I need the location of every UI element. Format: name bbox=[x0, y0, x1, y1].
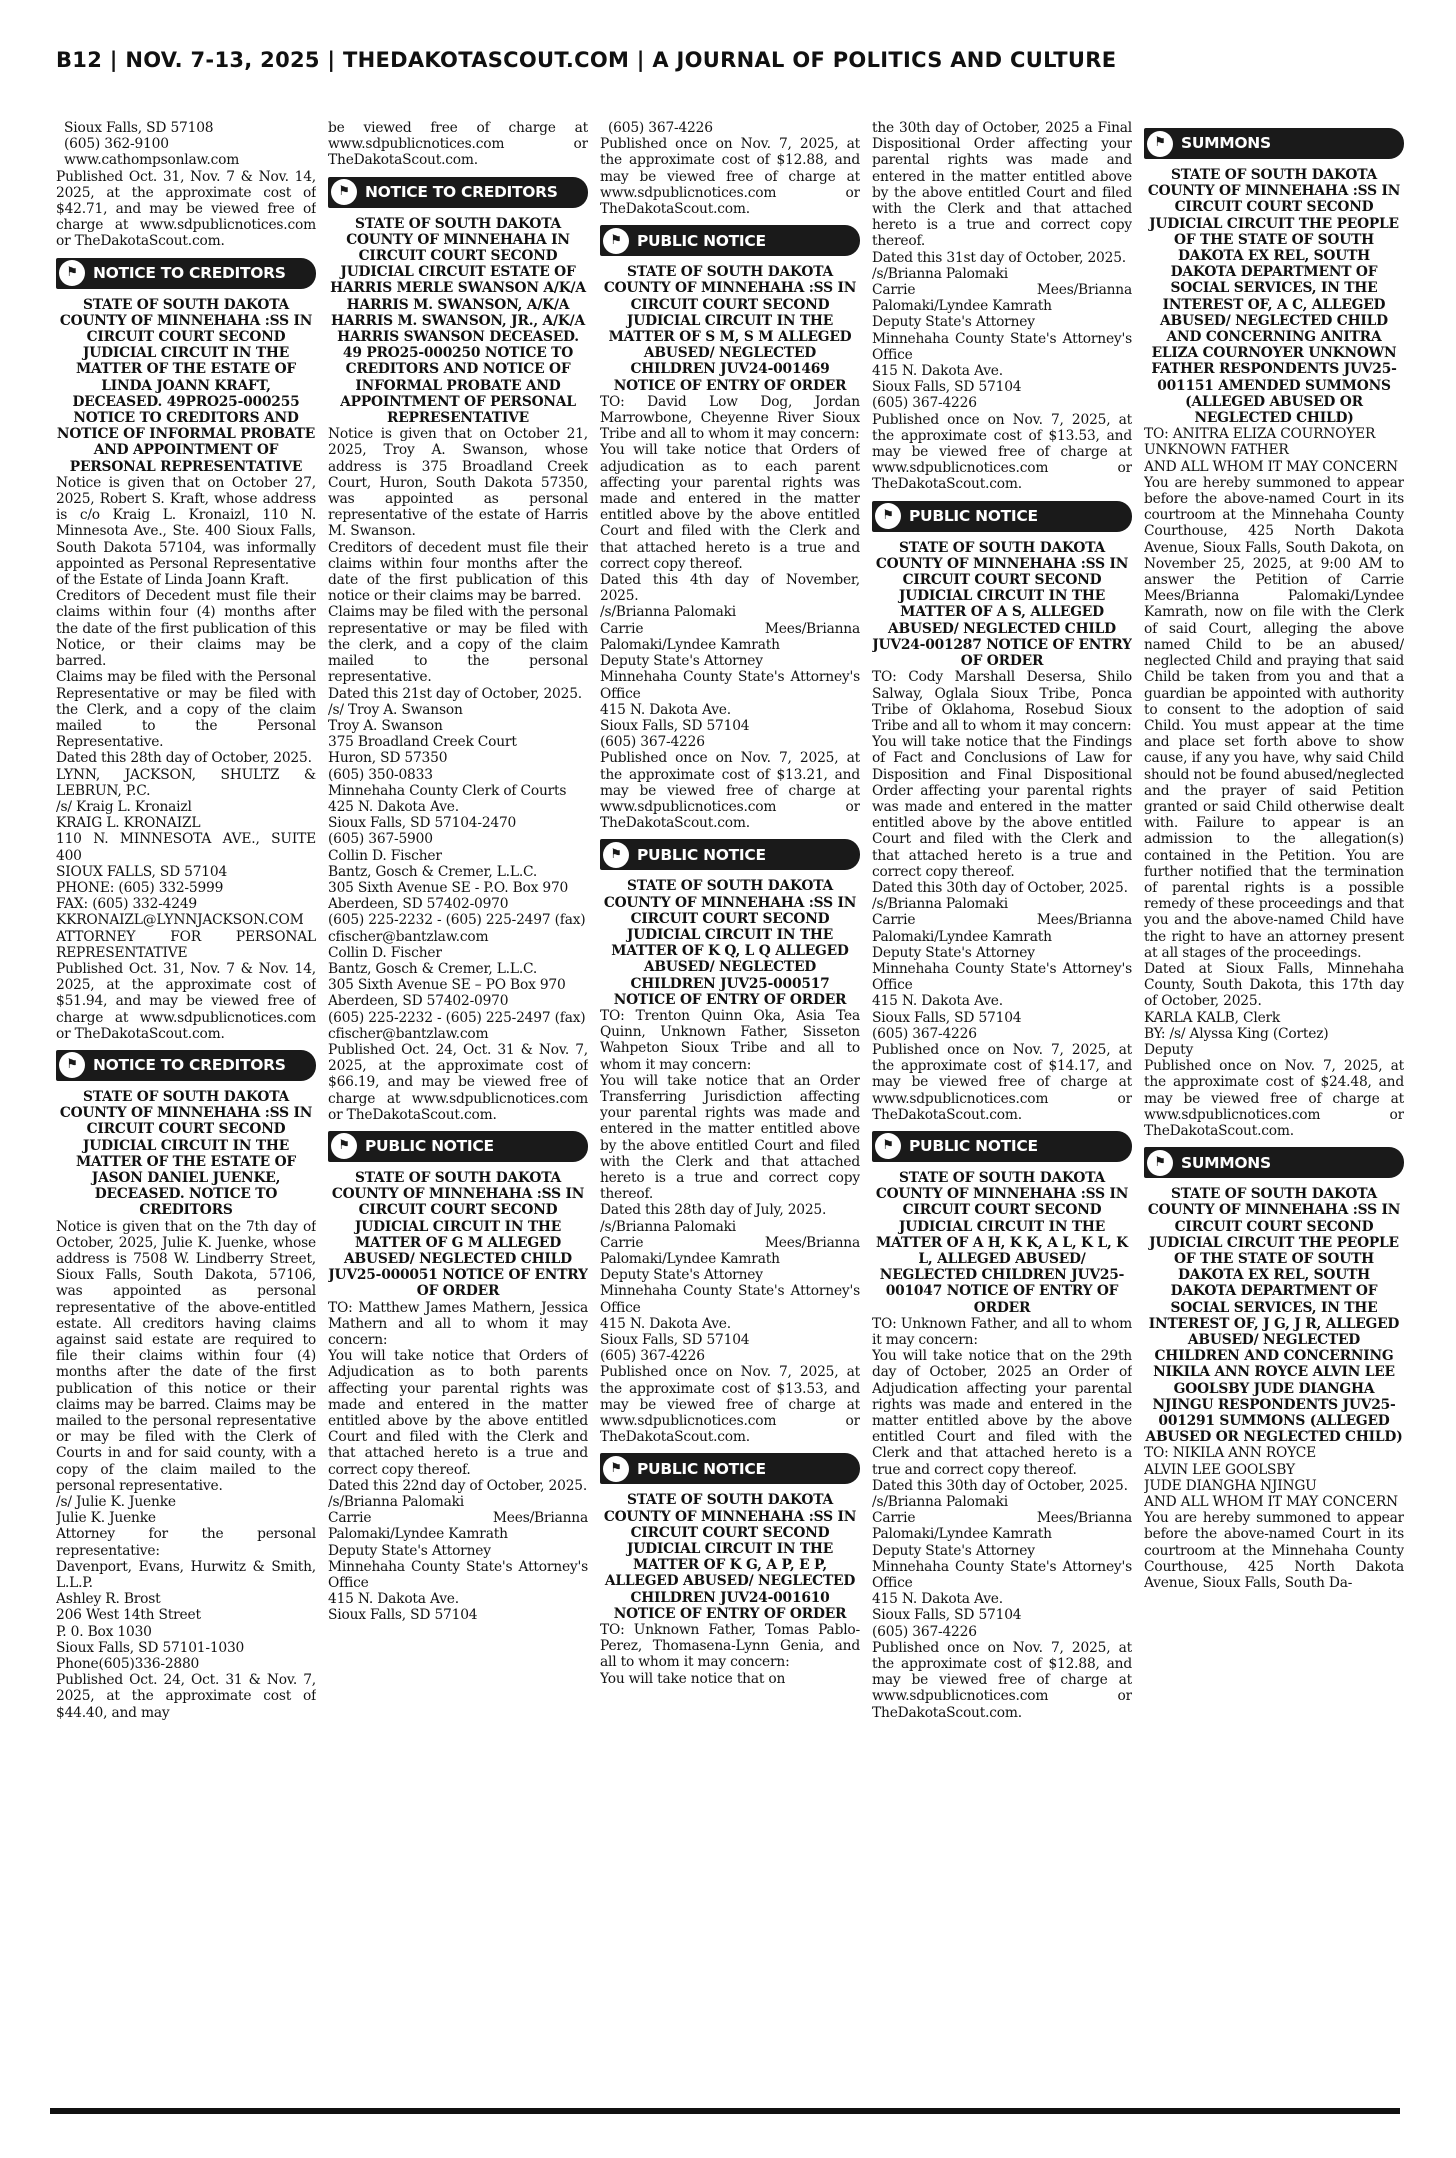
notice-text: Davenport, Evans, Hurwitz & Smith, L.L.P. bbox=[56, 1558, 316, 1592]
notice-text: Deputy State's Attorney bbox=[600, 1267, 763, 1284]
notice-text: You are hereby summoned to appear before the above-named Court in its courtroom at the Minnehaha County Courthouse, 425 North Dakota Avenue, Sioux Falls, South Da- bbox=[1144, 1510, 1404, 1592]
section-header-label: PUBLIC NOTICE bbox=[909, 507, 1038, 526]
section-header bbox=[56, 1050, 316, 1081]
notice-text: TO: NIKILA ANN ROYCE bbox=[1144, 1445, 1317, 1462]
scout-logo-icon: ⚑ bbox=[331, 179, 357, 205]
notice-heading: STATE OF SOUTH DAKOTA COUNTY OF MINNEHAHA :SS IN CIRCUIT COURT SECOND JUDICIAL CIRCUIT IN THE MATTER OF G M ALLEGED ABUSED/ NEGLECTED CHILD JUV25-000051 NOTICE OF ENTRY OF ORDER bbox=[328, 1169, 588, 1300]
notice-text: 110 N. MINNESOTA AVE., SUITE 400 bbox=[56, 831, 316, 864]
scout-logo-icon: ⚑ bbox=[875, 503, 901, 529]
notice-text: 415 N. Dakota Ave. bbox=[872, 1591, 1003, 1608]
notice-heading: STATE OF SOUTH DAKOTA COUNTY OF MINNEHAHA :SS IN CIRCUIT COURT SECOND JUDICIAL CIRCUIT THE PEOPLE OF THE STATE OF SOUTH DAKOTA EX REL, SOUTH DAKOTA DEPARTMENT OF SOCIAL SERVICES, IN THE INTEREST OF, A C, ALLEGED ABUSED/ NEGLECTED CHILD AND CONCERNING ANITRA ELIZA COURNOYER UNKNOWN FATHER RESPONDENTS JUV25-001151 AMENDED SUMMONS (ALLEGED ABUSED OR NEGLECTED CHILD) bbox=[1147, 167, 1401, 427]
notice-text: You will take notice that Orders of adjudication as to each parent affecting your parental rights was made and entered in the matter entitled above by the above entitled Court and filed with the Clerk and that attached hereto is a true and correct copy thereof. bbox=[600, 442, 860, 572]
notice-text: Carrie Mees/Brianna Palomaki/Lyndee Kamrath bbox=[328, 1510, 588, 1543]
notice-text: cfischer@bantzlaw.com bbox=[328, 1025, 489, 1042]
notice-text: Dated this 30th day of October, 2025. bbox=[872, 1477, 1128, 1494]
notice-text: 305 Sixth Avenue SE – PO Box 970 bbox=[328, 977, 566, 994]
notice-text: Carrie Mees/Brianna Palomaki/Lyndee Kamrath bbox=[872, 912, 1132, 945]
notice-text: Published once on Nov. 7, 2025, at the approximate cost of $14.17, and may be viewed free of charge at www.sdpublicnotices.com or TheDakotaScout.com. bbox=[872, 1041, 1132, 1123]
notice-text: Minnehaha County State's Attorney's Office bbox=[600, 669, 860, 702]
notice-text: Published once on Nov. 7, 2025, at the approximate cost of $13.53, and may be viewed free of charge at www.sdpublicnotices.com or TheDakotaScout.com. bbox=[872, 411, 1132, 493]
notice-text: You will take notice that Orders of Adjudication as to both parents affecting your parental rights was made and entered in the matter entitled above by the above entitled Court and filed with the Clerk and that attached hereto is a true and correct copy thereof. bbox=[328, 1348, 588, 1478]
notice-text: /s/ Troy A. Swanson bbox=[328, 701, 463, 718]
notice-text: TO: Unknown Father, and all to whom it may concern: bbox=[872, 1315, 1132, 1349]
notice-text: Bantz, Gosch & Cremer, L.L.C. bbox=[328, 863, 538, 880]
notice-text: (605) 367-4226 bbox=[608, 120, 713, 136]
notice-text: Published once on Nov. 7, 2025, at the approximate cost of $13.53, and may be viewed free of charge at www.sdpublicnotices.com or TheDakotaScout.com. bbox=[600, 1364, 860, 1446]
notice-text: 375 Broadland Creek Court bbox=[328, 734, 517, 751]
notice-text: Carrie Mees/Brianna Palomaki/Lyndee Kamrath bbox=[872, 282, 1132, 315]
notice-text: Collin D. Fischer bbox=[328, 944, 442, 961]
notice-text: Carrie Mees/Brianna Palomaki/Lyndee Kamrath bbox=[600, 1234, 860, 1267]
notice-text: be viewed free of charge at www.sdpublicnotices.com or TheDakotaScout.com. bbox=[328, 120, 588, 169]
notice-text: the 30th day of October, 2025 a Final Dispositional Order affecting your parental rights was made and entered in the matter entitled above by the above entitled Court and filed with the Clerk and that attached hereto is a true and correct copy thereof. bbox=[872, 120, 1132, 250]
notice-text: Aberdeen, SD 57402-0970 bbox=[328, 896, 509, 913]
notice-text: ALVIN LEE GOOLSBY bbox=[1144, 1461, 1295, 1478]
notice-columns bbox=[56, 120, 1404, 2105]
notice-text: /s/Brianna Palomaki bbox=[872, 265, 1009, 282]
notice-text: Dated this 28th day of October, 2025. bbox=[56, 750, 312, 767]
notice-text: (605) 362-9100 bbox=[64, 136, 169, 153]
notice-text: JUDE DIANGHA NJINGU bbox=[1144, 1477, 1317, 1494]
notice-text: www.cathompsonlaw.com bbox=[64, 152, 240, 169]
scout-logo-icon: ⚑ bbox=[603, 842, 629, 868]
scout-logo-icon: ⚑ bbox=[603, 1456, 629, 1482]
notice-heading: STATE OF SOUTH DAKOTA COUNTY OF MINNEHAHA IN CIRCUIT COURT SECOND JUDICIAL CIRCUIT ESTATE OF HARRIS MERLE SWANSON A/K/A HARRIS M. SWANSON, A/K/A HARRIS M. SWANSON, JR., A/K/A HARRIS SWANSON DECEASED. 49 PRO25-000250 NOTICE TO CREDITORS AND NOTICE OF INFORMAL PROBATE AND APPOINTMENT OF PERSONAL REPRESENTATIVE bbox=[330, 215, 586, 427]
section-header bbox=[872, 501, 1132, 532]
notice-text: TO: Unknown Father, Tomas Pablo-Perez, Thomasena-Lynn Genia, and all to whom it may concern: bbox=[600, 1622, 860, 1671]
notice-text: Collin D. Fischer bbox=[328, 847, 442, 864]
section-header-label: PUBLIC NOTICE bbox=[637, 231, 766, 250]
section-header bbox=[600, 225, 860, 256]
notice-text: Carrie Mees/Brianna Palomaki/Lyndee Kamrath bbox=[872, 1510, 1132, 1543]
notice-text: Sioux Falls, SD 57104 bbox=[600, 717, 750, 734]
notice-text: 415 N. Dakota Ave. bbox=[600, 701, 731, 718]
notice-text: TO: Trenton Quinn Oka, Asia Tea Quinn, Unknown Father, Sisseton Wahpeton Sioux Tribe and all to whom it may concern: bbox=[600, 1007, 860, 1073]
notice-text: TO: David Low Dog, Jordan Marrowbone, Cheyenne River Sioux Tribe and all to whom it may concern: bbox=[600, 393, 860, 443]
section-header bbox=[600, 839, 860, 870]
notice-text: Sioux Falls, SD 57104 bbox=[600, 1332, 750, 1349]
notice-text: Sioux Falls, SD 57104 bbox=[872, 1607, 1022, 1624]
notice-text: Published Oct. 31, Nov. 7 & Nov. 14, 2025, at the approximate cost of $51.94, and may be viewed free of charge at www.sdpublicnotices.com or TheDakotaScout.com. bbox=[56, 960, 316, 1042]
notice-text: Claims may be filed with the personal representative or may be filed with the clerk, and a copy of the claim mailed to the personal representative. bbox=[328, 604, 588, 686]
notice-text: (605) 367-4226 bbox=[872, 395, 977, 412]
page-header: B12 | NOV. 7-13, 2025 | THEDAKOTASCOUT.COM | A JOURNAL OF POLITICS AND CULTURE bbox=[56, 48, 1117, 72]
notice-text: Published once on Nov. 7, 2025, at the approximate cost of $12.88, and may be viewed free of charge at www.sdpublicnotices.com or TheDakotaScout.com. bbox=[600, 136, 860, 218]
notice-text: Deputy State's Attorney bbox=[872, 1542, 1035, 1559]
notice-text: Published once on Nov. 7, 2025, at the approximate cost of $12.88, and may be viewed free of charge at www.sdpublicnotices.com or TheDakotaScout.com. bbox=[872, 1639, 1132, 1721]
scout-logo-icon: ⚑ bbox=[875, 1133, 901, 1159]
notice-text: Claims may be filed with the Personal Representative or may be filed with the Clerk, and a copy of the claim mailed to the Personal Representative. bbox=[56, 669, 316, 751]
notice-text: /s/Brianna Palomaki bbox=[600, 604, 737, 621]
notice-heading: STATE OF SOUTH DAKOTA COUNTY OF MINNEHAHA :SS IN CIRCUIT COURT SECOND JUDICIAL CIRCUIT IN THE MATTER OF S M, S M ALLEGED ABUSED/ NEGLECTED CHILDREN JUV24-001469 NOTICE OF ENTRY OF ORDER bbox=[603, 264, 857, 394]
notice-text: KKRONAIZL@LYNNJACKSON.COM bbox=[56, 912, 304, 929]
section-header-label: SUMMONS bbox=[1181, 134, 1271, 153]
section-header bbox=[1144, 1147, 1404, 1178]
notice-text: /s/Brianna Palomaki bbox=[600, 1218, 737, 1235]
notice-text: 415 N. Dakota Ave. bbox=[872, 363, 1003, 380]
notice-text: You will take notice that on bbox=[600, 1670, 786, 1687]
notice-text: Dated this 28th day of July, 2025. bbox=[600, 1202, 827, 1219]
notice-text: (605) 367-5900 bbox=[328, 831, 433, 848]
notice-heading: STATE OF SOUTH DAKOTA COUNTY OF MINNEHAHA :SS IN CIRCUIT COURT SECOND JUDICIAL CIRCUIT IN THE MATTER OF A H, K K, A L, K L, K L, ALLEGED ABUSED/ NEGLECTED CHILDREN JUV25-001047 NOTICE OF ENTRY OF ORDER bbox=[875, 1169, 1129, 1316]
section-header-label: PUBLIC NOTICE bbox=[637, 845, 766, 864]
section-header-label: PUBLIC NOTICE bbox=[909, 1137, 1038, 1156]
notice-text: 425 N. Dakota Ave. bbox=[328, 798, 459, 815]
notice-text: /s/Brianna Palomaki bbox=[872, 896, 1009, 913]
notice-text: Huron, SD 57350 bbox=[328, 750, 448, 767]
section-header bbox=[56, 258, 316, 289]
notice-heading: STATE OF SOUTH DAKOTA COUNTY OF MINNEHAHA :SS IN CIRCUIT COURT SECOND JUDICIAL CIRCUIT IN THE MATTER OF THE ESTATE OF LINDA JOANN KRAFT, DECEASED. 49PRO25-000255 NOTICE TO CREDITORS AND NOTICE OF INFORMAL PROBATE AND APPOINTMENT OF PERSONAL REPRESENTATIVE bbox=[56, 296, 316, 475]
notice-text: SIOUX FALLS, SD 57104 bbox=[56, 863, 228, 880]
notice-text: (605) 367-4226 bbox=[872, 1623, 977, 1640]
notice-text: 305 Sixth Avenue SE - P.O. Box 970 bbox=[328, 879, 569, 896]
notice-text: Sioux Falls, SD 57104 bbox=[872, 379, 1022, 396]
notice-text: Julie K. Juenke bbox=[56, 1510, 156, 1527]
notice-text: (605) 225-2232 - (605) 225-2497 (fax) bbox=[328, 1009, 586, 1026]
notice-text: AND ALL WHOM IT MAY CONCERN bbox=[1144, 458, 1398, 475]
notice-text: 206 West 14th Street bbox=[56, 1607, 201, 1624]
scout-logo-icon: ⚑ bbox=[59, 260, 85, 286]
scout-logo-icon: ⚑ bbox=[603, 228, 629, 254]
notice-text: Notice is given that on October 27, 2025, Robert S. Kraft, whose address is c/o Kraig L. Kronaizl, 110 N. Minnesota Ave., Ste. 400 Sioux Falls, South Dakota 57104, was informally appointed as Personal Representative of the Estate of Linda Joann Kraft. bbox=[56, 474, 316, 589]
notice-text: Sioux Falls, SD 57104 bbox=[872, 1009, 1022, 1026]
section-header-label: PUBLIC NOTICE bbox=[365, 1137, 494, 1156]
section-header bbox=[328, 177, 588, 208]
notice-text: TO: ANITRA ELIZA COURNOYER bbox=[1144, 426, 1376, 443]
notice-text: FAX: (605) 332-4249 bbox=[56, 896, 197, 913]
section-header-label: NOTICE TO CREDITORS bbox=[93, 264, 286, 283]
notice-text: /s/ Julie K. Juenke bbox=[56, 1494, 176, 1511]
notice-text: Deputy State's Attorney bbox=[872, 314, 1035, 331]
notice-text: Published Oct. 24, Oct. 31 & Nov. 7, 2025, at the approximate cost of $44.40, and may bbox=[56, 1672, 316, 1721]
notice-text: Deputy bbox=[1144, 1041, 1194, 1058]
notice-text: Published once on Nov. 7, 2025, at the approximate cost of $13.21, and may be viewed free of charge at www.sdpublicnotices.com or TheDakotaScout.com. bbox=[600, 750, 860, 832]
notice-text: Troy A. Swanson bbox=[328, 717, 443, 734]
notice-text: TO: Matthew James Mathern, Jessica Mathern and all to whom it may concern: bbox=[328, 1299, 588, 1349]
notice-text: (605) 367-4226 bbox=[872, 1025, 977, 1042]
notice-text: (605) 350-0833 bbox=[328, 766, 433, 783]
column-1 bbox=[56, 120, 316, 2105]
column-3 bbox=[600, 120, 860, 2105]
notice-text: UNKNOWN FATHER bbox=[1144, 442, 1289, 459]
notice-text: Published once on Nov. 7, 2025, at the approximate cost of $24.48, and may be viewed free of charge at www.sdpublicnotices.com or TheDakotaScout.com. bbox=[1144, 1058, 1404, 1139]
scout-logo-icon: ⚑ bbox=[1147, 1150, 1173, 1176]
notice-heading: STATE OF SOUTH DAKOTA COUNTY OF MINNEHAHA :SS IN CIRCUIT COURT SECOND JUDICIAL CIRCUIT IN THE MATTER OF K Q, L Q ALLEGED ABUSED/ NEGLECTED CHILDREN JUV25-000517 NOTICE OF ENTRY OF ORDER bbox=[603, 878, 857, 1008]
notice-text: Bantz, Gosch & Cremer, L.L.C. bbox=[328, 960, 538, 977]
notice-text: Notice is given that on the 7th day of October, 2025, Julie K. Juenke, whose address is 7508 W. Lindberry Street, Sioux Falls, South Dakota, 57106, was appointed as personal representative of the above-entitled estate. All creditors having claims against said estate are required to file their claims within four (4) months after the date of the first publication of this notice or their claims may be barred. Claims may be mailed to the personal representative or may be filed with the Clerk of Courts in and for said county, with a copy of the claim mailed to the personal representative. bbox=[56, 1218, 316, 1494]
notice-text: You will take notice that on the 29th day of October, 2025 an Order of Adjudication affecting your parental rights was made and entered in the matter entitled above by the above entitled Court and filed with the Clerk and that attached hereto is a true and correct copy thereof. bbox=[872, 1348, 1132, 1478]
notice-text: /s/Brianna Palomaki bbox=[872, 1494, 1009, 1511]
notice-text: Minnehaha County State's Attorney's Office bbox=[872, 1558, 1132, 1592]
section-header-label: PUBLIC NOTICE bbox=[637, 1459, 766, 1478]
notice-text: Creditors of decedent must file their claims within four months after the date of the first publication of this notice or their claims may be barred. bbox=[328, 539, 588, 605]
notice-text: 415 N. Dakota Ave. bbox=[328, 1591, 459, 1608]
notice-heading: STATE OF SOUTH DAKOTA COUNTY OF MINNEHAHA :SS IN CIRCUIT COURT SECOND JUDICIAL CIRCUIT THE PEOPLE OF THE STATE OF SOUTH DAKOTA EX REL, SOUTH DAKOTA DEPARTMENT OF SOCIAL SERVICES, IN THE INTEREST OF, J G, J R, ALLEGED ABUSED/ NEGLECTED CHILDREN AND CONCERNING NIKILA ANN ROYCE ALVIN LEE GOOLSBY JUDE DIANGHA NJINGU RESPONDENTS JUV25-001291 SUMMONS (ALLEGED ABUSED OR NEGLECTED CHILD) bbox=[1145, 1186, 1403, 1446]
notice-text: 415 N. Dakota Ave. bbox=[872, 993, 1003, 1010]
notice-text: Deputy State's Attorney bbox=[872, 944, 1035, 961]
notice-text: Attorney for the personal representative: bbox=[56, 1526, 316, 1559]
notice-text: Minnehaha County State's Attorney's Office bbox=[872, 960, 1132, 994]
notice-heading: STATE OF SOUTH DAKOTA COUNTY OF MINNEHAHA :SS IN CIRCUIT COURT SECOND JUDICIAL CIRCUIT IN THE MATTER OF THE ESTATE OF JASON DANIEL JUENKE, DECEASED. NOTICE TO CREDITORS bbox=[59, 1088, 313, 1219]
notice-text: 415 N. Dakota Ave. bbox=[600, 1315, 731, 1332]
notice-text: Minnehaha County State's Attorney's Office bbox=[600, 1283, 860, 1316]
notice-text: (605) 225-2232 - (605) 225-2497 (fax) bbox=[328, 912, 586, 929]
notice-text: Phone(605)336-2880 bbox=[56, 1656, 200, 1673]
notice-text: Ashley R. Brost bbox=[56, 1591, 161, 1608]
notice-text: Dated at Sioux Falls, Minnehaha County, South Dakota, this 17th day of October, 2025. bbox=[1144, 960, 1404, 1010]
notice-text: cfischer@bantzlaw.com bbox=[328, 928, 489, 945]
notice-text: KRAIG L. KRONAIZL bbox=[56, 815, 201, 832]
notice-text: KARLA KALB, Clerk bbox=[1144, 1009, 1281, 1026]
notice-text: Minnehaha County State's Attorney's Office bbox=[872, 330, 1132, 363]
bottom-rule bbox=[50, 2108, 1400, 2114]
notice-text: Dated this 21st day of October, 2025. bbox=[328, 685, 582, 702]
scout-logo-icon: ⚑ bbox=[1147, 131, 1173, 157]
notice-text: Minnehaha County Clerk of Courts bbox=[328, 782, 567, 799]
scout-logo-icon: ⚑ bbox=[59, 1052, 85, 1078]
notice-text: Deputy State's Attorney bbox=[600, 653, 763, 670]
notice-text: Dated this 30th day of October, 2025. bbox=[872, 879, 1128, 896]
notice-text: You are hereby summoned to appear before the above-named Court in its courtroom at the Minnehaha County Courthouse, 425 North Dakota Avenue, Sioux Falls, South Dakota, on November 25, 2025, at 9:00 AM to answer the Petition of Carrie Mees/Brianna Palomaki/Lyndee Kamrath, now on file with the Clerk of said Court, alleging the above named Child to be an abused/ neglected Child and praying that said Child be taken from you and that a guardian be appointed with authority to consent to the adoption of said Child. You must appear at the time and place set forth above to show cause, if any you have, why said Child should not be found abused/neglected and the prayer of said Petition granted or said Child otherwise dealt with. Failure to appear is an admission to the allegation(s) contained in the Petition. You are further notified that the termination of parental rights is a possible remedy of these proceedings and that you and the above-named Child have the right to have an attorney present at all stages of the proceedings. bbox=[1144, 474, 1404, 961]
notice-text: Deputy State's Attorney bbox=[328, 1542, 491, 1559]
notice-text: P. 0. Box 1030 bbox=[56, 1623, 152, 1640]
scout-logo-icon: ⚑ bbox=[331, 1133, 357, 1159]
notice-text: AND ALL WHOM IT MAY CONCERN bbox=[1144, 1494, 1398, 1511]
notice-heading: STATE OF SOUTH DAKOTA COUNTY OF MINNEHAHA :SS IN CIRCUIT COURT SECOND JUDICIAL CIRCUIT IN THE MATTER OF A S, ALLEGED ABUSED/ NEGLECTED CHILD JUV24-001287 NOTICE OF ENTRY OF ORDER bbox=[872, 539, 1132, 670]
section-header bbox=[600, 1453, 860, 1484]
notice-text: Aberdeen, SD 57402-0970 bbox=[328, 993, 509, 1010]
notice-text: Dated this 22nd day of October, 2025. bbox=[328, 1477, 588, 1494]
notice-text: You will take notice that the Findings of Fact and Conclusions of Law for Disposition and Final Dispositional Order affecting your parental rights was made and entered in the matter entitled above by the above entitled Court and filed with the Clerk and that attached hereto is a true and correct copy thereof. bbox=[872, 734, 1132, 880]
notice-text: ATTORNEY FOR PERSONAL REPRESENTATIVE bbox=[56, 928, 316, 961]
notice-text: Dated this 4th day of November, 2025. bbox=[600, 572, 860, 605]
notice-text: Sioux Falls, SD 57104 bbox=[328, 1607, 478, 1624]
notice-text: (605) 367-4226 bbox=[600, 1348, 705, 1365]
notice-text: Carrie Mees/Brianna Palomaki/Lyndee Kamrath bbox=[600, 620, 860, 653]
notice-heading: STATE OF SOUTH DAKOTA COUNTY OF MINNEHAHA :SS IN CIRCUIT COURT SECOND JUDICIAL CIRCUIT IN THE MATTER OF K G, A P, E P, ALLEGED ABUSED/ NEGLECTED CHILDREN JUV24-001610 NOTICE OF ENTRY OF ORDER bbox=[603, 1492, 857, 1622]
notice-text: Notice is given that on October 21, 2025, Troy A. Swanson, whose address is 375 Broadland Creek Court, Huron, South Dakota 57350, was appointed as personal representative of the estate of Harris M. Swanson. bbox=[328, 426, 588, 540]
section-header bbox=[872, 1131, 1132, 1162]
column-5 bbox=[1144, 120, 1404, 2105]
notice-text: TO: Cody Marshall Desersa, Shilo Salway, Oglala Sioux Tribe, Ponca Tribe of Oklahoma, Rosebud Sioux Tribe and all to whom it may concern: bbox=[872, 669, 1132, 734]
section-header bbox=[328, 1131, 588, 1162]
notice-text: Published Oct. 31, Nov. 7 & Nov. 14, 2025, at the approximate cost of $42.71, and may be viewed free of charge at www.sdpublicnotices.com or TheDakotaScout.com. bbox=[56, 168, 316, 250]
notice-text: Creditors of Decedent must file their claims within four (4) months after the date of the first publication of this Notice, or their claims may be barred. bbox=[56, 588, 316, 670]
notice-text: (605) 367-4226 bbox=[600, 734, 705, 751]
notice-text: Sioux Falls, SD 57108 bbox=[64, 120, 214, 136]
notice-text: You will take notice that an Order Transferring Jurisdiction affecting your parental rights was made and entered in the matter entitled above by the above entitled Court and filed with the Clerk and that attached hereto is a true and correct copy thereof. bbox=[600, 1072, 860, 1203]
notice-text: Minnehaha County State's Attorney's Office bbox=[328, 1558, 588, 1592]
notice-text: BY: /s/ Alyssa King (Cortez) bbox=[1144, 1025, 1329, 1042]
notice-text: /s/Brianna Palomaki bbox=[328, 1494, 465, 1511]
section-header bbox=[1144, 128, 1404, 159]
column-2 bbox=[328, 120, 588, 2105]
notice-text: Sioux Falls, SD 57104-2470 bbox=[328, 815, 517, 832]
column-4 bbox=[872, 120, 1132, 2105]
section-header-label: SUMMONS bbox=[1181, 1153, 1271, 1172]
section-header-label: NOTICE TO CREDITORS bbox=[365, 183, 558, 201]
notice-text: Dated this 31st day of October, 2025. bbox=[872, 249, 1126, 266]
notice-text: Published Oct. 24, Oct. 31 & Nov. 7, 2025, at the approximate cost of $66.19, and may be viewed free of charge at www.sdpublicnotices.com or TheDakotaScout.com. bbox=[328, 1041, 588, 1123]
notice-text: LYNN, JACKSON, SHULTZ & LEBRUN, P.C. bbox=[56, 766, 316, 799]
section-header-label: NOTICE TO CREDITORS bbox=[93, 1056, 286, 1075]
notice-text: Sioux Falls, SD 57101-1030 bbox=[56, 1639, 245, 1656]
notice-text: PHONE: (605) 332-5999 bbox=[56, 879, 224, 896]
notice-text: /s/ Kraig L. Kronaizl bbox=[56, 798, 192, 815]
